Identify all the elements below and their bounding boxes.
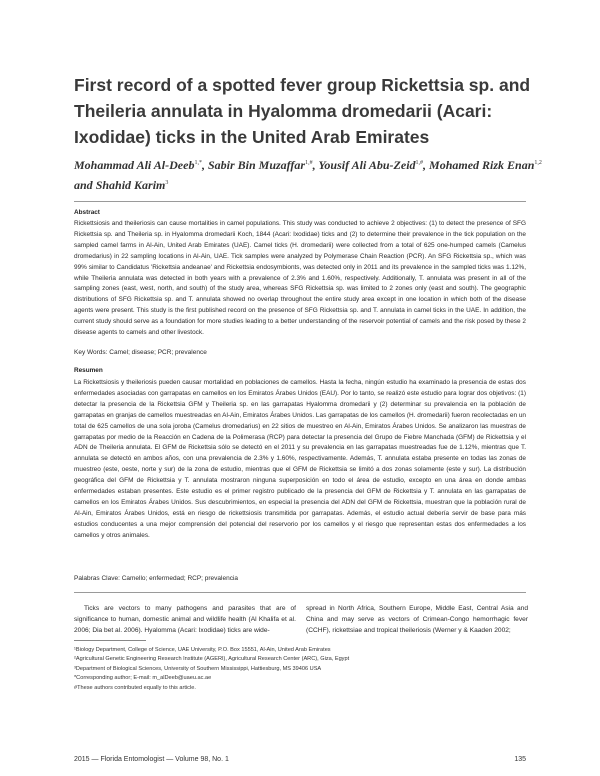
- author-affiliation: 1,*: [194, 160, 202, 166]
- resumen-text: La Rickettsiosis y theileriosis pueden causar mortalidad en poblaciones de camellos. Hasta la fecha, ningún estudio ha examinado la presencia de estas dos enfermedades asociadas con garrapatas en camellos en los Emiratos Árabes Unidos (EAU). Por lo tanto, se realizó este estudio para lograr dos objetivos: (1) detectar la presencia de la Rickettsia GFM y Theileria sp. en las garrapatas Hyalomma dromedarii y (2) determinar su prevalencia en la población de garrapatas en granjas de camellos muestreadas en Al-Ain, Emiratos Árabes Unidos. Las garrapatas de los camellos (H. dromedarii) fueron recolectadas en un total de 625 camellos de una sola joroba (Camelus dromedarius) en 22 sitios de muestreo en Al-Ain, Emiratos Árabes Unidos. Se analizaron las muestras de garrapatas por medio de la Reacción en Cadena de la Polimerasa (RCP) para detectar la presencia del Grupo de Fiebre Manchada (GFM) de Rickettsia y el ADN de Theileria annulata. El GFM de Rickettsia sólo se detectó en el 2011 y su prevalencia en las garrapatas muestreadas fue de 1.12%, mientras que T. annulata se detectó en ambos años, con una prevalencia de 2.3% y 1.60%, respectivamente. Además, T. annulata estaba presente en todas las zonas de muestreo (este, oeste, norte y sur) de la zona de estudio, mientras que el GFM de Rickettsia se limitó a dos zonas solamente (este y sur). La distribución geográfica del GFM de Rickettsia y T. annulata mostraron ninguna superposición en todo el área de estudio, excepto en una área en donde ambas enfermedades estaban presentes. Este estudio es el primer registro publicado de la presencia del GFM de Rickettsia y T. annulata en las garrapatas de camellos en los Emiratos Árabes Unidos. Sus descubrimientos, en especial la presencia del ADN del GFM de Rickettsia, muestran que la población rural de Al-Ain, Emiratos Árabes Unidos, está en riesgo de rickettsiosis transmitida por garrapatas. Además, el estudio actual debería servir de base para más estudios conducentes a una mejor comprensión del potencial del reservorio por los camellos y el riesgo que representan estas dos enfermedades a los camellos y otros animales.: [74, 379, 526, 539]
- author-name: Yousif Ali Abu-Zeid: [318, 158, 416, 172]
- divider: [74, 592, 526, 593]
- author-affiliation: 3: [165, 180, 169, 186]
- author-name: Shahid Karim: [95, 178, 166, 192]
- author-affiliation: 1,2: [534, 160, 542, 166]
- footnotes: [74, 646, 526, 693]
- resumen-keywords: Palabras Clave: Camello; enfermedad; RCP; prevalencia: [74, 575, 239, 582]
- author-list: Mohammad Ali Al-Deeb$^{1,*}$, Sabir Bin Muzaffar$^{1,\#}$, Yousif Ali Abu-Zeid$^{1,\#}$, Mohamed Rizk Enan$^{1,2}$ and Shahid Karim$^3$: [74, 158, 542, 192]
- author-name: Sabir Bin Muzaffar: [207, 158, 306, 172]
- abstract-heading: Abstract: [74, 209, 100, 216]
- footnote: #These authors contributed equally to this article.: [74, 684, 196, 691]
- author-name: Mohammad Ali Al-Deeb: [74, 158, 195, 172]
- article-title: First record of a spotted fever group Rickettsia sp. and Theileria annulata in Hyalomma dromedarii (Acari: Ixodidae) ticks in the United Arab Emirates: [74, 75, 531, 147]
- journal-footer: 2015 — Florida Entomologist — Volume 98, No. 1: [74, 756, 229, 763]
- abstract-keywords: Key Words: Camel; disease; PCR; prevalence: [74, 349, 207, 356]
- body-column-left: Ticks are vectors to many pathogens and parasites that are of significance to human, domestic animal and wildlife health (Al Khalifa et al. 2006; Dia bet al. 2006). Hyalomma (Acari: Ixodidae) ticks are wide-: [74, 605, 296, 634]
- abstract-text: Rickettsiosis and theileriosis can cause mortalities in camel populations. This study was conducted to achieve 2 objectives: (1) to detect the presence of SFG Rickettsia sp. and Theileria sp. in Hyalomma dromedarii Koch, 1844 (Acari: Ixodidae) ticks and (2) to determine their prevalence in the tick population on the sampled camel farms in Al-Ain, United Arab Emirates (UAE). Camel ticks (H. dromedarii) were collected from a total of 625 one-humped camels (Camelus dromedarius) in 22 sampling locations in Al-Ain, UAE. Tick samples were analyzed by Polymerase Chain Reaction (PCR). An SFG Rickettsia sp., which was 99% similar to Candidatus 'Rickettsia andeanae' and Rickettsia endosymbionts, was detected only in 2011 and its prevalence in the sampled ticks was 1.12%, while Theileria annulata was detected in both years with a prevalence of 2.3% and 1.60%, respectively. Additionally, T. annulata was present in all of the sampling zones (east, west, north, and south) of the study area, whereas SFG Rickettsia sp. was limited to 2 zones only (east and south). The geographic distributions of SFG Rickettsia sp. and T. annulata showed no overlap throughout the entire study area except in one location in which both of the disease agents were present. This study is the first published record on the presence of SFG Rickettsia sp. and T. annulata in camel ticks in the UAE. In addition, the current study should serve as a foundation for more studies leading to a better understanding of the reservoir potential of camels and the risk posed by these 2 disease agents to camels and other livestock.: [74, 220, 526, 337]
- page-number: 135: [514, 756, 526, 763]
- divider: [74, 201, 526, 202]
- author-affiliation: 1,#: [415, 160, 424, 166]
- footnote: *Corresponding author; E-mail: m_alDeeb@uaeu.ac.ae: [74, 675, 212, 682]
- author-name: Mohamed Rizk Enan: [429, 158, 535, 172]
- resumen-heading: Resumen: [74, 367, 103, 374]
- footnote-divider: [74, 640, 146, 641]
- author-affiliation: 1,#: [305, 160, 313, 166]
- footnote: ¹Biology Department, College of Science, UAE University, P.O. Box 15551, Al-Ain, United Arab Emirates: [74, 647, 331, 653]
- body-column-right: spread in North Africa, Southern Europe, Middle East, Central Asia and China and may serve as vectors of Crimean-Congo hemorrhagic fever (CCHF), rickettsiae and tropical theileriosis (Werner y & Kaaden 2002;: [306, 605, 528, 634]
- footnote: ²Agricultural Genetic Engineering Research Institute (AGERI), Agricultural Research Center (ARC), Giza, Egypt: [74, 656, 350, 663]
- footnote: ³Department of Biological Sciences, University of Southern Mississippi, Hattiesburg, MS 39406 USA: [74, 665, 322, 672]
